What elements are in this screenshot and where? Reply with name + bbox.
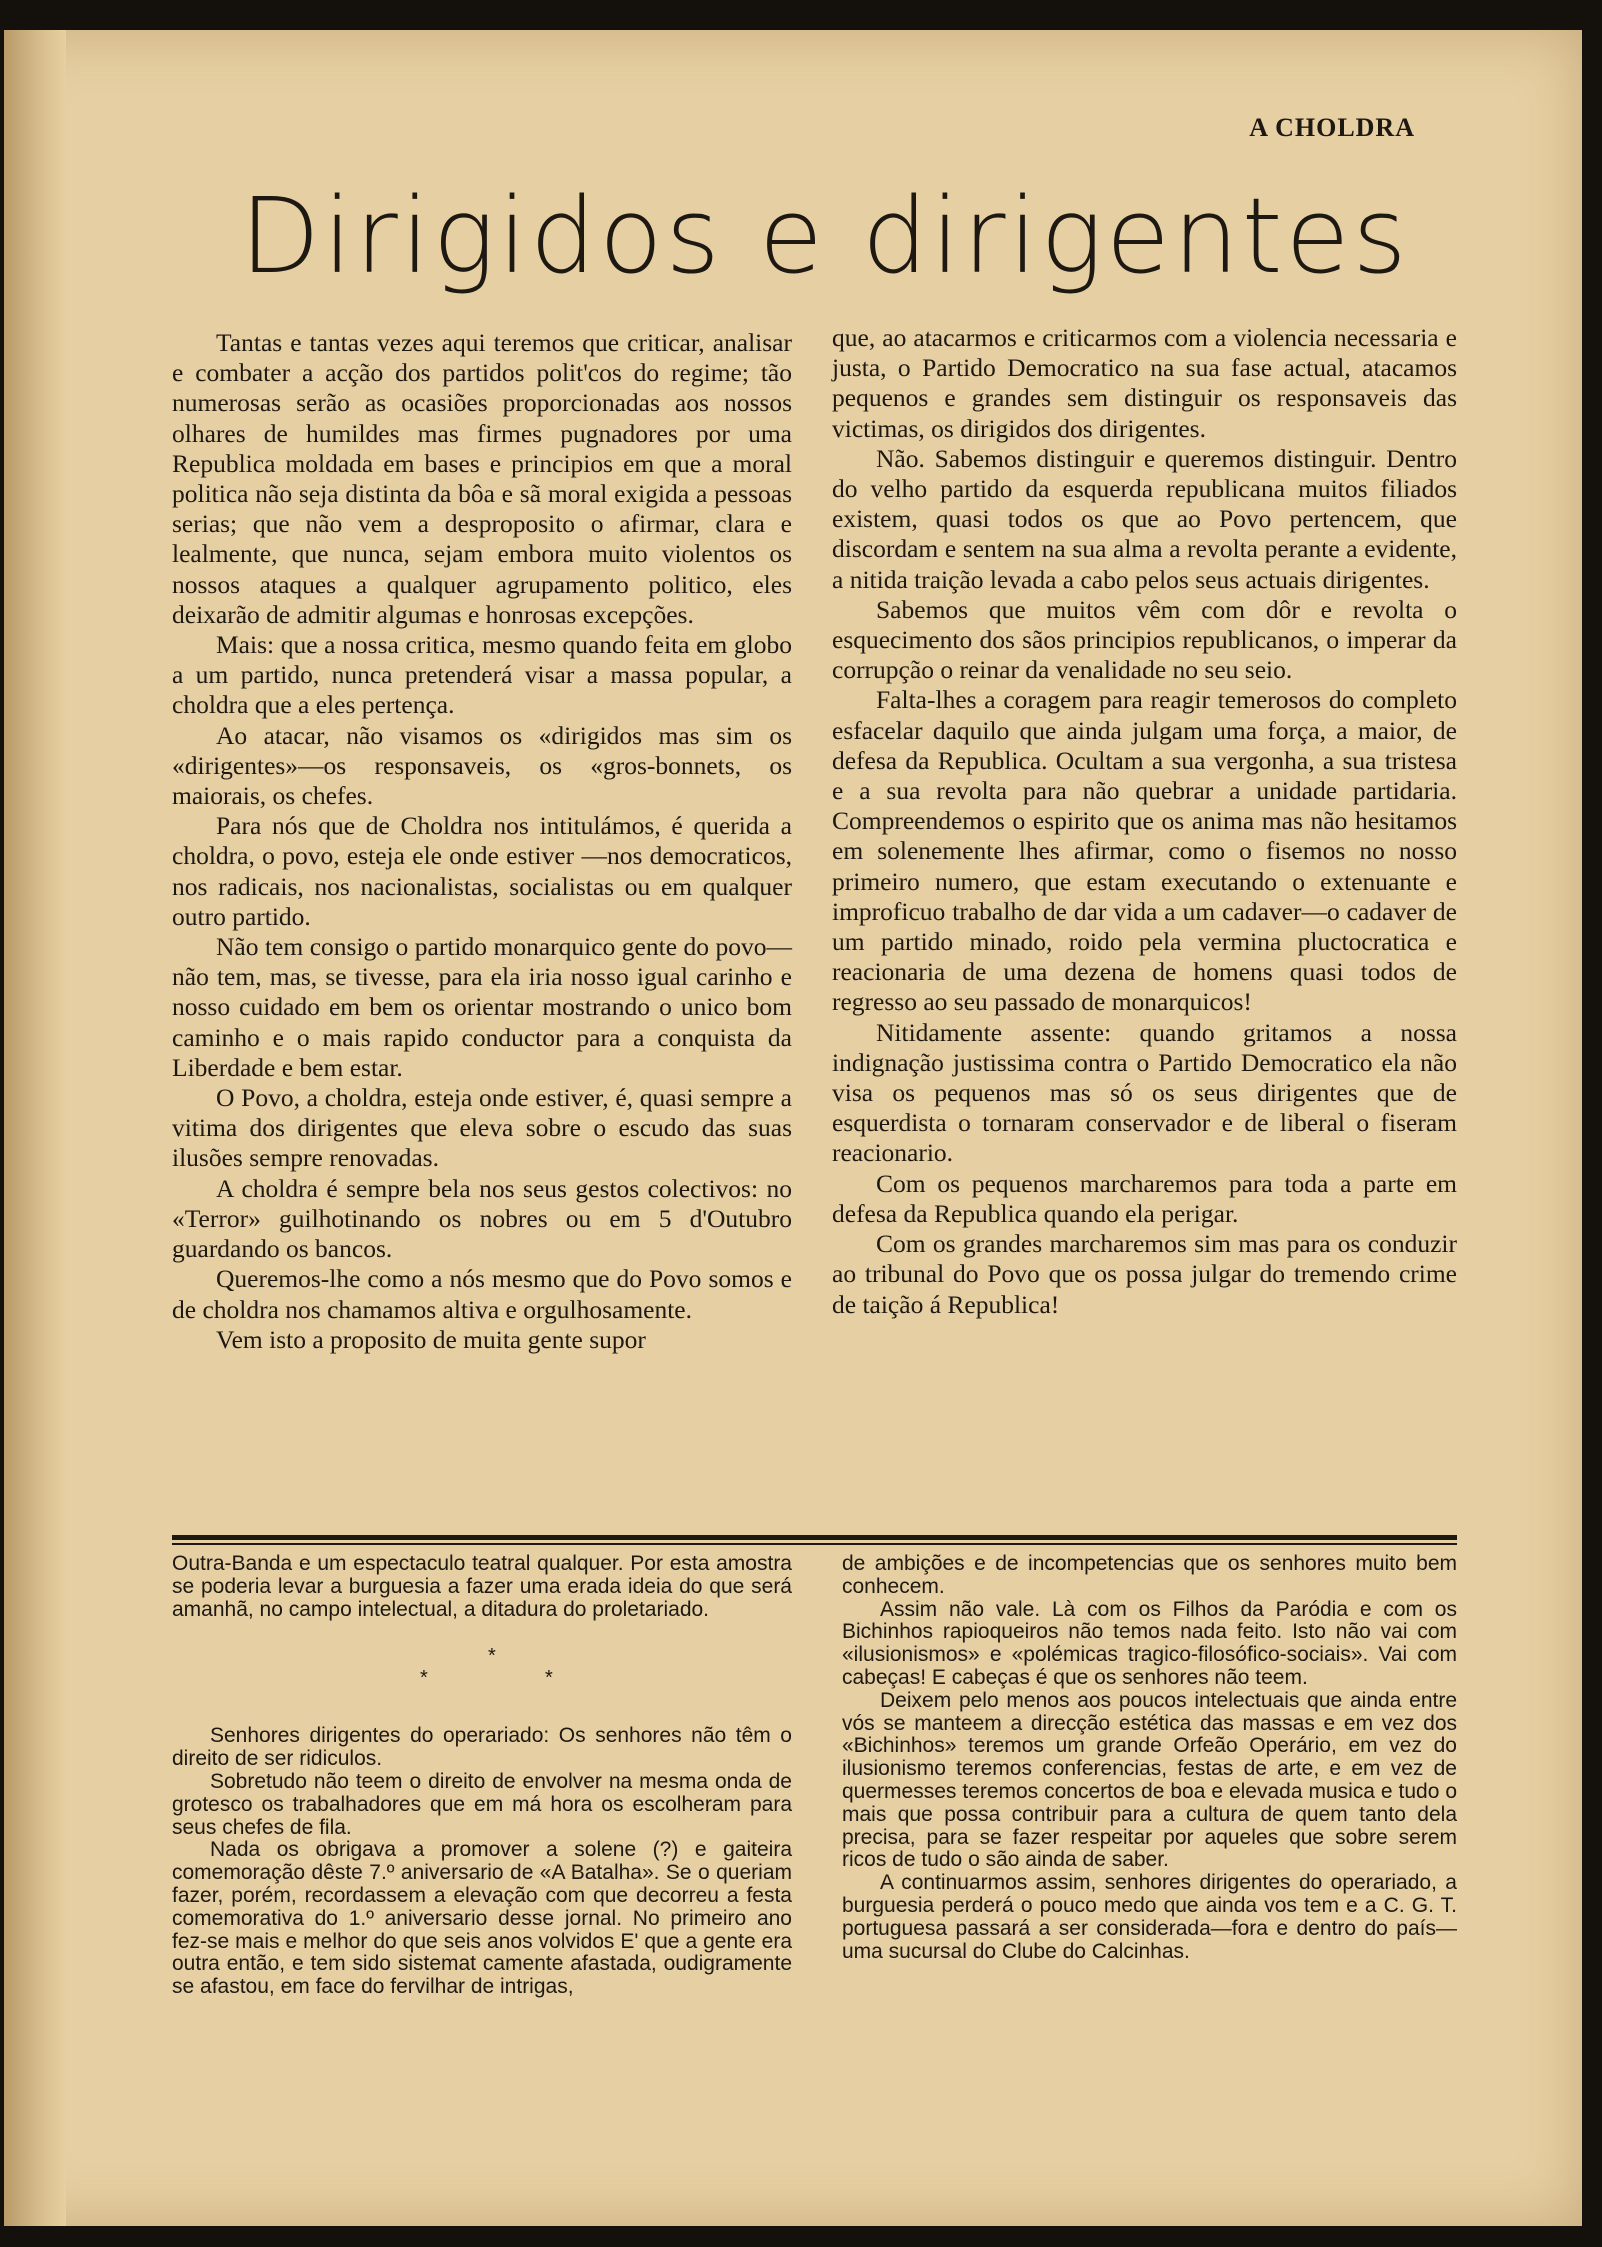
paragraph: Tantas e tantas vezes aqui teremos que criticar, analisar e combater a acção dos partidos polit'cos do regime; tão numerosas serão as ocasiões proporcionadas aos nossos olhares de humildes mas firmes pugnadores por uma Republica moldada em bases e principios em que a moral politica não seja distinta da bôa e sã moral exigida a pessoas serias; que não vem a desproposito o afirmar, clara e lealmente, que nunca, sejam embora muito violentos os nossos ataques a qualquer agrupamento politico, eles deixarão de admitir algumas e honrosas excepções.: [172, 328, 792, 629]
publication-header: A CHOLDRA: [1249, 113, 1415, 142]
paragraph: Ao atacar, não visamos os «dirigidos mas sim os «dirigentes»—os responsaveis, os «gros-bonnets, os maiorais, os chefes.: [172, 720, 792, 811]
paragraph: Queremos-lhe como a nós mesmo que do Povo somos e de choldra nos chamamos altiva e orgulhosamente.: [172, 1264, 792, 1324]
paragraph: Com os grandes marcharemos sim mas para os conduzir ao tribunal do Povo que os possa julgar do tremendo crime de taição á Republica!: [832, 1229, 1457, 1319]
paragraph: Sabemos que muitos vêm com dôr e revolta o esquecimento dos sãos principios republicanos, o imperar da corrupção o reinar da venalidade no seu seio.: [832, 594, 1457, 685]
article-title: Dirigidos e dirigentes: [240, 175, 1410, 297]
paragraph: Sobretudo não teem o direito de envolver na mesma onda de grotesco os trabalhadores que em má hora os escolheram para seus chefes de fila.: [172, 1769, 792, 1839]
section-divider: [172, 1535, 1457, 1545]
paragraph: de ambições e de incompetencias que os senhores muito bem conhecem.: [842, 1552, 1457, 1598]
asterism: [172, 1645, 792, 1705]
page-spine: [4, 30, 66, 2226]
paragraph: Não. Sabemos distinguir e queremos distinguir. Dentro do velho partido da esquerda republicana muitos filiados existem, quasi todos os que ao Povo pertencem, que discordam e sentem na sua alma a revolta perante a evidente, a nitida traição levada a cabo pelos seus actuais dirigentes.: [832, 443, 1457, 594]
paragraph: Deixem pelo menos aos poucos intelectuais que ainda entre vós se manteem a direcção estética das massas e em vez dos «Bichinhos» teremos um grande Orfeão Operário, em vez do ilusionismo teremos conferencias, festas de arte, e em vez de quermesses teremos concertos de boa e elevada musica e tudo o mais que possa contribuir para a cultura de quem tanto dela precisa, para se fazer respeitar por aqueles que sobre serem ricos de tudo o são ainda de saber.: [842, 1688, 1457, 1872]
paragraph: A continuarmos assim, senhores dirigentes do operariado, a burguesia perderá o pouco medo que ainda vos tem e a C. G. T. portuguesa passará a ser considerada—fora e dentro do país—uma sucursal do Clube do Calcinhas.: [842, 1871, 1457, 1963]
article-column-2: [832, 323, 1457, 1320]
lower-column-1: [172, 1553, 792, 1999]
paragraph: O Povo, a choldra, esteja onde estiver, é, quasi sempre a vitima dos dirigentes que eleva sobre o escudo das suas ilusões sempre renovadas.: [172, 1083, 792, 1173]
paragraph: Nada os obrigava a promover a solene (?) e gaiteira comemoração dêste 7.º aniversario de «A Batalha». Se o queriam fazer, porém, recordassem a elevação com que decorreu a festa comemorativa do 1.º aniversario desse jornal. No primeiro ano fez-se mais e melhor do que seis anos volvidos E' que a gente era outra então, e tem sido sistemat camente afastada, oudigramente se afastou, em face do fervilhar de intrigas,: [172, 1838, 792, 1999]
paragraph: Mais: que a nossa critica, mesmo quando feita em globo a um partido, nunca pretenderá visar a massa popular, a choldra que a eles pertença.: [172, 630, 792, 720]
paragraph: Senhores dirigentes do operariado: Os senhores não têm o direito de ser ridiculos.: [172, 1724, 792, 1771]
asterisk: *: [488, 1645, 496, 1668]
paragraph: A choldra é sempre bela nos seus gestos colectivos: no «Terror» guilhotinando os nobres ou em 5 d'Outubro guardando os bancos.: [172, 1173, 792, 1264]
article-column-1: [172, 328, 792, 1355]
paragraph: Para nós que de Choldra nos intitulámos, é querida a choldra, o povo, esteja ele onde estiver —nos democraticos, nos radicais, nos nacionalistas, socialistas ou em qualquer outro partido.: [172, 811, 792, 931]
paragraph: Nitidamente assente: quando gritamos a nossa indignação justissima contra o Partido Democratico ela não visa os pequenos mas só os seus dirigentes que de esquerdista o tornaram conservador e de liberal o fiseram reacionario.: [832, 1017, 1457, 1168]
paragraph: que, ao atacarmos e criticarmos com a violencia necessaria e justa, o Partido Democratico na sua fase actual, atacamos pequenos e grandes sem distinguir os responsaveis das victimas, os dirigidos dos dirigentes.: [832, 323, 1457, 443]
paragraph: Vem isto a proposito de muita gente supor: [216, 1324, 646, 1354]
lower-column-2: [842, 1553, 1457, 1963]
paragraph: Com os pequenos marcharemos para toda a parte em defesa da Republica quando ela perigar.: [832, 1168, 1457, 1228]
paragraph: Assim não vale. Là com os Filhos da Paródia e com os Bichinhos rapioqueiros não temos nada feito. Isto não vai com «ilusionismos» e «polémicas tragico-filosófico-sociais». Vai com cabeças! E cabeças é que os senhores não teem.: [842, 1597, 1457, 1689]
paragraph: Não tem consigo o partido monarquico gente do povo—não tem, mas, se tivesse, para ela iria nosso igual carinho e nosso cuidado em bem os orientar mostrando o unico bom caminho e o mais rapido conductor para a conquista da Liberdade e bem estar.: [172, 932, 792, 1082]
paragraph: Outra-Banda e um espectaculo teatral qualquer. Por esta amostra se poderia levar a burguesia a fazer uma erada ideia do que será amanhã, no campo intelectual, a ditadura do proletariado.: [172, 1552, 792, 1621]
asterisk: *: [545, 1667, 553, 1690]
paragraph: Falta-lhes a coragem para reagir temerosos do completo esfacelar daquilo que ainda julgam uma força, a maior, de defesa da Republica. Ocultam a sua vergonha, a sua tristesa e a sua revolta para não quebrar a unidade partidaria. Compreendemos o espirito que os anima mas não hesitamos em solenemente lhes afirmar, como o fisemos no nosso primeiro numero, que estam executando o extenuante e improficuo trabalho de dar vida a um cadaver—o cadaver de um partido minado, roido pela vermina pluctocratica e reacionaria de uma dezena de homens quasi todos de regresso ao seu passado de monarquicos!: [832, 685, 1457, 1017]
asterisk: *: [420, 1667, 428, 1690]
